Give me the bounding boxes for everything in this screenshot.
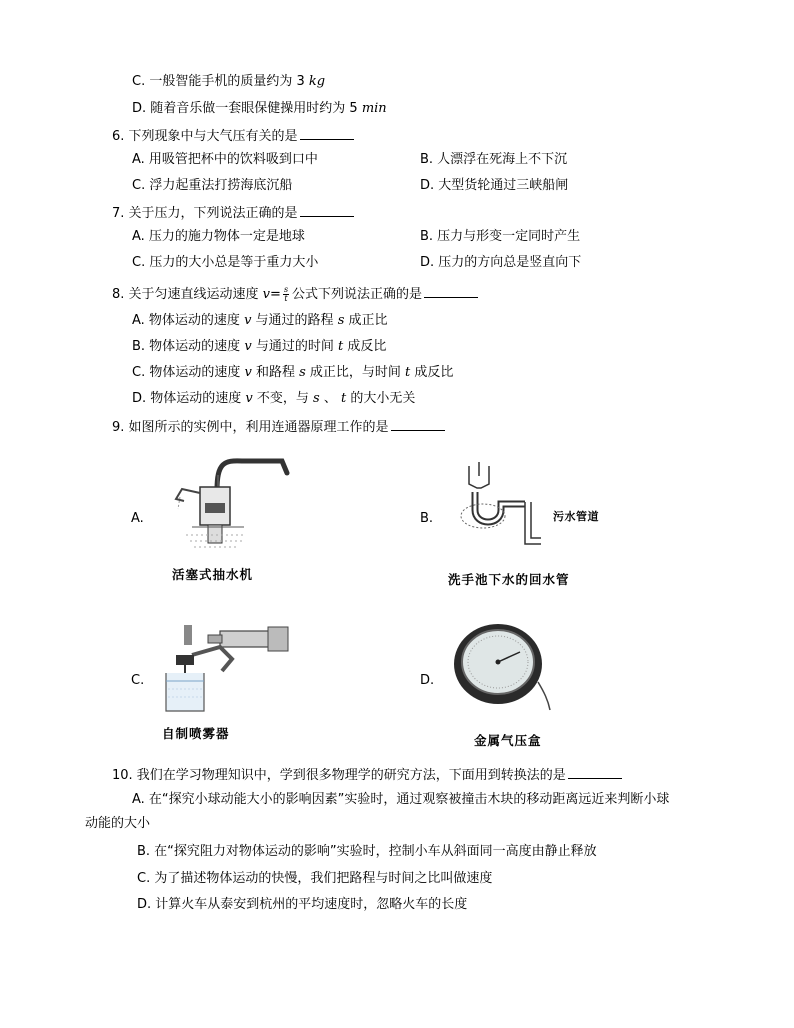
- q9-option-a-label: A.: [131, 511, 144, 526]
- q8-option-d: [132, 390, 415, 408]
- q10-option-c: C. 为了描述物体运动的快慢，我们把路程与时间之比叫做速度: [137, 871, 493, 886]
- sprayer-illustration: [160, 615, 295, 715]
- q5-option-d: [132, 100, 387, 118]
- var-v: v: [244, 313, 252, 328]
- q8-formula-equals: =: [270, 287, 281, 302]
- text: B. 物体运动的速度: [132, 339, 245, 354]
- piston-pump-illustration: [162, 455, 292, 555]
- q9-stem-text: 9. 如图所示的实例中，利用连通器原理工作的是: [112, 420, 389, 435]
- text: 成反比: [343, 339, 387, 354]
- answer-blank: [300, 204, 354, 217]
- text: 不变，与: [252, 391, 314, 406]
- q8-stem: [112, 285, 478, 304]
- q6-option-c: C. 浮力起重法打捞海底沉船: [132, 178, 293, 193]
- q9-option-b-label: B.: [420, 511, 434, 526]
- text: 成正比: [344, 313, 388, 328]
- q5-option-d-text: D. 随着音乐做一套眼保健操用时约为 5: [132, 101, 362, 116]
- q8-stem-text: 8. 关于匀速直线运动速度: [112, 287, 263, 302]
- q8-option-b: [132, 338, 386, 356]
- q7-stem-text: 7. 关于压力，下列说法正确的是: [112, 206, 298, 221]
- answer-blank: [300, 127, 354, 140]
- var-s: s: [313, 391, 320, 406]
- q5-option-c-unit: kg: [308, 74, 326, 89]
- answer-blank: [424, 285, 478, 298]
- text: 和路程: [251, 365, 300, 380]
- q7-option-c: C. 压力的大小总是等于重力大小: [132, 255, 319, 270]
- text: 与通过的时间: [251, 339, 338, 354]
- q5-option-c-text: C. 一般智能手机的质量约为 3: [132, 74, 309, 89]
- text: D. 物体运动的速度: [132, 391, 246, 406]
- q6-option-b: B. 人漂浮在死海上不下沉: [420, 152, 568, 167]
- q7-stem: [112, 204, 354, 223]
- var-v: v: [245, 391, 253, 406]
- var-s: s: [299, 365, 306, 380]
- q10-option-b: B. 在“探究阻力对物体运动的影响”实验时，控制小车从斜面同一高度由静止释放: [137, 844, 597, 859]
- answer-blank: [568, 766, 622, 779]
- sink-trap-illustration: [455, 458, 545, 548]
- q10-option-a-line1: A. 在“探究小球动能大小的影响因素”实验时，通过观察被撞击木块的移动距离远近来判断小球: [132, 792, 670, 807]
- text: A. 物体运动的速度: [132, 313, 245, 328]
- q8-stem-text-2: 公式下列说法正确的是: [292, 287, 423, 302]
- q6-option-a: A. 用吸管把杯中的饮料吸到口中: [132, 152, 318, 167]
- text: 成正比，与时间: [305, 365, 406, 380]
- answer-blank: [391, 418, 445, 431]
- var-v: v: [244, 365, 252, 380]
- q10-option-d: D. 计算火车从泰安到杭州的平均速度时，忽略火车的长度: [137, 897, 468, 912]
- q8-formula-v: v: [262, 287, 271, 302]
- q9-option-c-caption: 自制喷雾器: [162, 726, 230, 741]
- q7-option-a: A. 压力的施力物体一定是地球: [132, 229, 305, 244]
- var-t: t: [337, 339, 344, 354]
- q10-option-a-line2: 动能的大小: [85, 816, 151, 831]
- metal-barometer-illustration: [452, 622, 552, 712]
- q8-fraction-numerator: s: [283, 285, 289, 294]
- var-s: s: [337, 313, 345, 328]
- q7-option-b: B. 压力与形变一定同时产生: [420, 229, 581, 244]
- q9-option-d-caption: 金属气压盒: [474, 733, 542, 748]
- q7-option-d: D. 压力的方向总是竖直向下: [420, 255, 582, 270]
- q9-option-c-label: C.: [131, 673, 145, 688]
- q9-option-a-caption: 活塞式抽水机: [172, 567, 254, 582]
- text: C. 物体运动的速度: [132, 365, 245, 380]
- var-v: v: [244, 339, 252, 354]
- q6-stem: [112, 127, 354, 146]
- q8-fraction-denominator: t: [284, 294, 288, 303]
- q8-formula-fraction: [283, 286, 289, 303]
- text: 成反比: [410, 365, 454, 380]
- q10-stem: [112, 766, 622, 785]
- q6-stem-text: 6. 下列现象中与大气压有关的是: [112, 129, 298, 144]
- q5-option-d-unit: min: [361, 101, 387, 116]
- q9-option-b-pipe-label: 污水管道: [553, 510, 599, 523]
- q8-option-a: [132, 312, 388, 330]
- q9-option-b-caption: 洗手池下水的回水管: [448, 572, 570, 587]
- q6-option-d: D. 大型货轮通过三峡船闸: [420, 178, 569, 193]
- text: 与通过的路程: [251, 313, 338, 328]
- q9-option-d-label: D.: [420, 673, 435, 688]
- text: 的大小无关: [346, 391, 416, 406]
- text: 、: [319, 391, 341, 406]
- q10-stem-text: 10. 我们在学习物理知识中，学到很多物理学的研究方法，下面用到转换法的是: [112, 768, 566, 783]
- var-t: t: [340, 391, 347, 406]
- q5-option-c: [132, 73, 325, 91]
- q9-stem: [112, 418, 445, 437]
- var-t: t: [405, 365, 411, 380]
- q8-option-c: [132, 364, 453, 382]
